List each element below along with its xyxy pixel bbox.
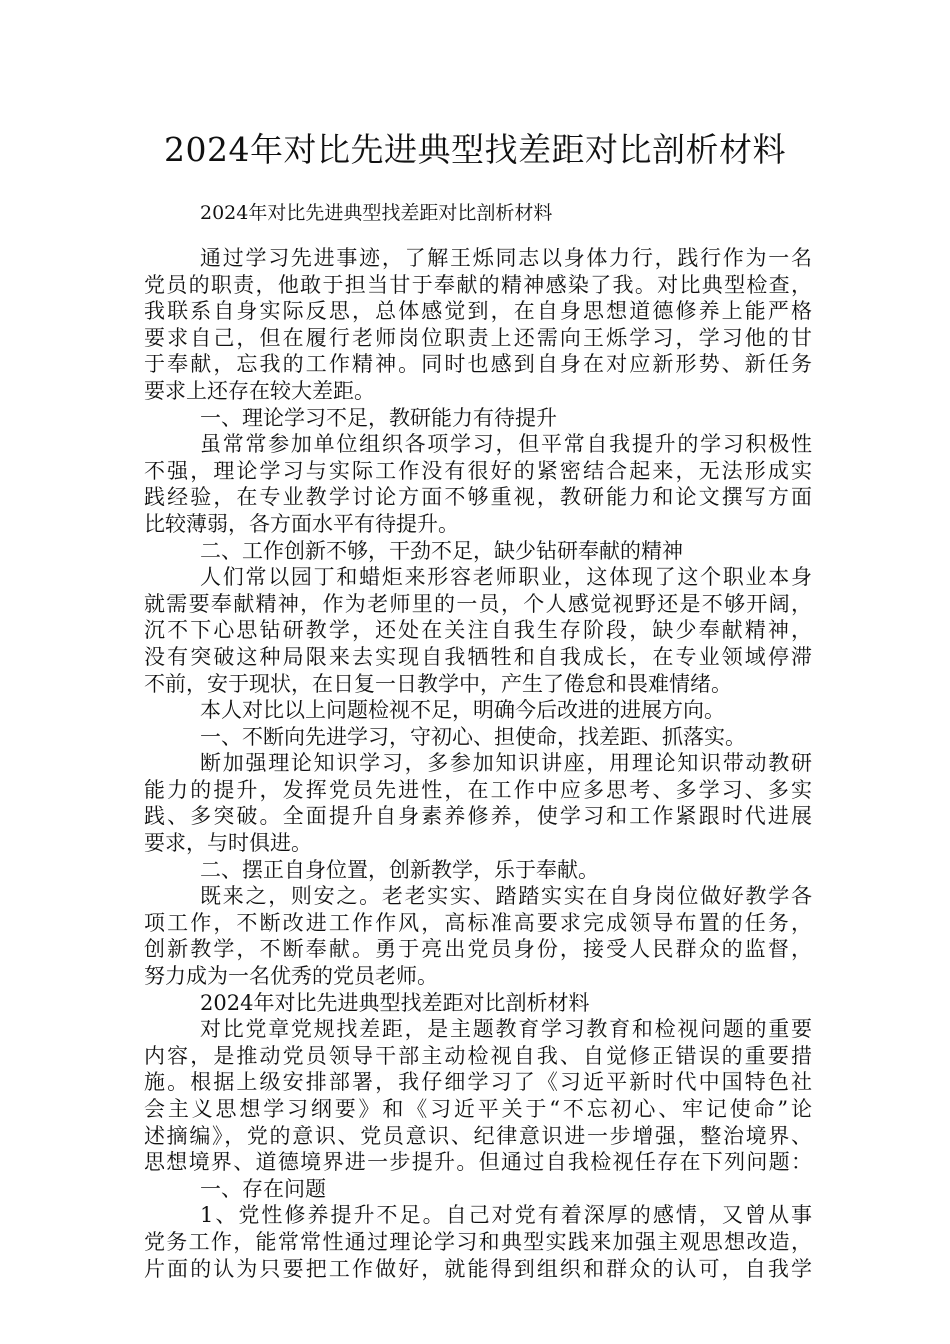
text-line: 既来之，则安之。老老实实、踏踏实实在自身岗位做好教学各 bbox=[200, 884, 812, 909]
text-line: 比较薄弱，各方面水平有待提升。 bbox=[144, 511, 459, 536]
text-line: 能力的提升，发挥党员先进性，在工作中应多思考、多学习、多实 bbox=[144, 777, 812, 802]
text-line: 通过学习先进事迹，了解王烁同志以身体力行，践行作为一名 bbox=[200, 246, 812, 270]
text-line: 就需要奉献精神，作为老师里的一员，个人感觉视野还是不够开阔， bbox=[144, 591, 812, 616]
text-line: 践经验，在专业教学讨论方面不够重视，教研能力和论文撰写方面 bbox=[144, 485, 812, 510]
text-line: 项工作，不断改进工作作风，高标准高要求完成领导布置的任务， bbox=[144, 910, 812, 935]
text-line: 二、工作创新不够，干劲不足，缺少钻研奉献的精神 bbox=[200, 538, 683, 563]
text-line: 施。根据上级安排部署，我仔细学习了《习近平新时代中国特色社 bbox=[144, 1070, 812, 1095]
text-line: 一、存在问题 bbox=[200, 1176, 326, 1201]
text-line: 虽常常参加单位组织各项学习，但平常自我提升的学习积极性 bbox=[200, 432, 812, 457]
text-line: 思想境界、道德境界进一步提升。但通过自我检视任存在下列问题： bbox=[144, 1150, 812, 1175]
text-line: 没有突破这种局限来去实现自我牺牲和自我成长，在专业领域停滞 bbox=[144, 644, 812, 669]
text-line: 一、理论学习不足，教研能力有待提升 bbox=[200, 405, 557, 430]
text-line: 党务工作，能常常性通过理论学习和典型实践来加强主观思想改造， bbox=[144, 1229, 812, 1254]
text-line: 1、党性修养提升不足。自己对党有着深厚的感情，又曾从事 bbox=[200, 1203, 812, 1228]
text-line: 沉不下心思钻研教学，还处在关注自我生存阶段，缺少奉献精神， bbox=[144, 618, 812, 643]
document-body bbox=[144, 245, 812, 1282]
text-line: 内容，是推动党员领导干部主动检视自我、自觉修正错误的重要措 bbox=[144, 1043, 812, 1068]
text-line: 对比党章党规找差距，是主题教育学习教育和检视问题的重要 bbox=[200, 1017, 812, 1042]
text-line: 要求，与时俱进。 bbox=[144, 831, 312, 856]
text-line: 我联系自身实际反思，总体感觉到，在自身思想道德修养上能严格 bbox=[144, 299, 812, 324]
text-line: 片面的认为只要把工作做好，就能得到组织和群众的认可，自我学 bbox=[144, 1256, 812, 1281]
text-line: 努力成为一名优秀的党员老师。 bbox=[144, 964, 438, 989]
text-line: 要求自己，但在履行老师岗位职责上还需向王烁学习，学习他的甘 bbox=[144, 325, 812, 350]
text-line: 本人对比以上问题检视不足，明确今后改进的进展方向。 bbox=[200, 698, 725, 723]
text-line: 2024年对比先进典型找差距对比剖析材料 bbox=[200, 990, 590, 1015]
text-line: 二、摆正自身位置，创新教学，乐于奉献。 bbox=[200, 857, 599, 882]
text-line: 不前，安于现状，在日复一日教学中，产生了倦怠和畏难情绪。 bbox=[144, 671, 732, 696]
text-line: 创新教学，不断奉献。勇于亮出党员身份，接受人民群众的监督， bbox=[144, 937, 812, 962]
text-line: 不强，理论学习与实际工作没有很好的紧密结合起来，无法形成实 bbox=[144, 458, 812, 483]
text-line: 断加强理论知识学习，多参加知识讲座，用理论知识带动教研 bbox=[200, 751, 812, 776]
text-line: 一、不断向先进学习，守初心、担使命，找差距、抓落实。 bbox=[200, 724, 746, 749]
text-line: 党员的职责，他敢于担当甘于奉献的精神感染了我。对比典型检查， bbox=[144, 272, 812, 297]
text-line: 会主义思想学习纲要》和《习近平关于“不忘初心、牢记使命”论 bbox=[144, 1097, 812, 1121]
document-title: 2024年对比先进典型找差距对比剖析材料 bbox=[164, 130, 786, 169]
text-line: 践、多突破。全面提升自身素养修养，使学习和工作紧跟时代进展 bbox=[144, 804, 812, 829]
text-line: 于奉献，忘我的工作精神。同时也感到自身在对应新形势、新任务 bbox=[144, 352, 812, 377]
text-line: 人们常以园丁和蜡炬来形容老师职业，这体现了这个职业本身 bbox=[200, 565, 812, 590]
text-line: 述摘编》，党的意识、党员意识、纪律意识进一步增强，整治境界、 bbox=[144, 1123, 812, 1148]
document-subtitle: 2024年对比先进典型找差距对比剖析材料 bbox=[200, 202, 553, 224]
text-line: 要求上还存在较大差距。 bbox=[144, 378, 375, 403]
